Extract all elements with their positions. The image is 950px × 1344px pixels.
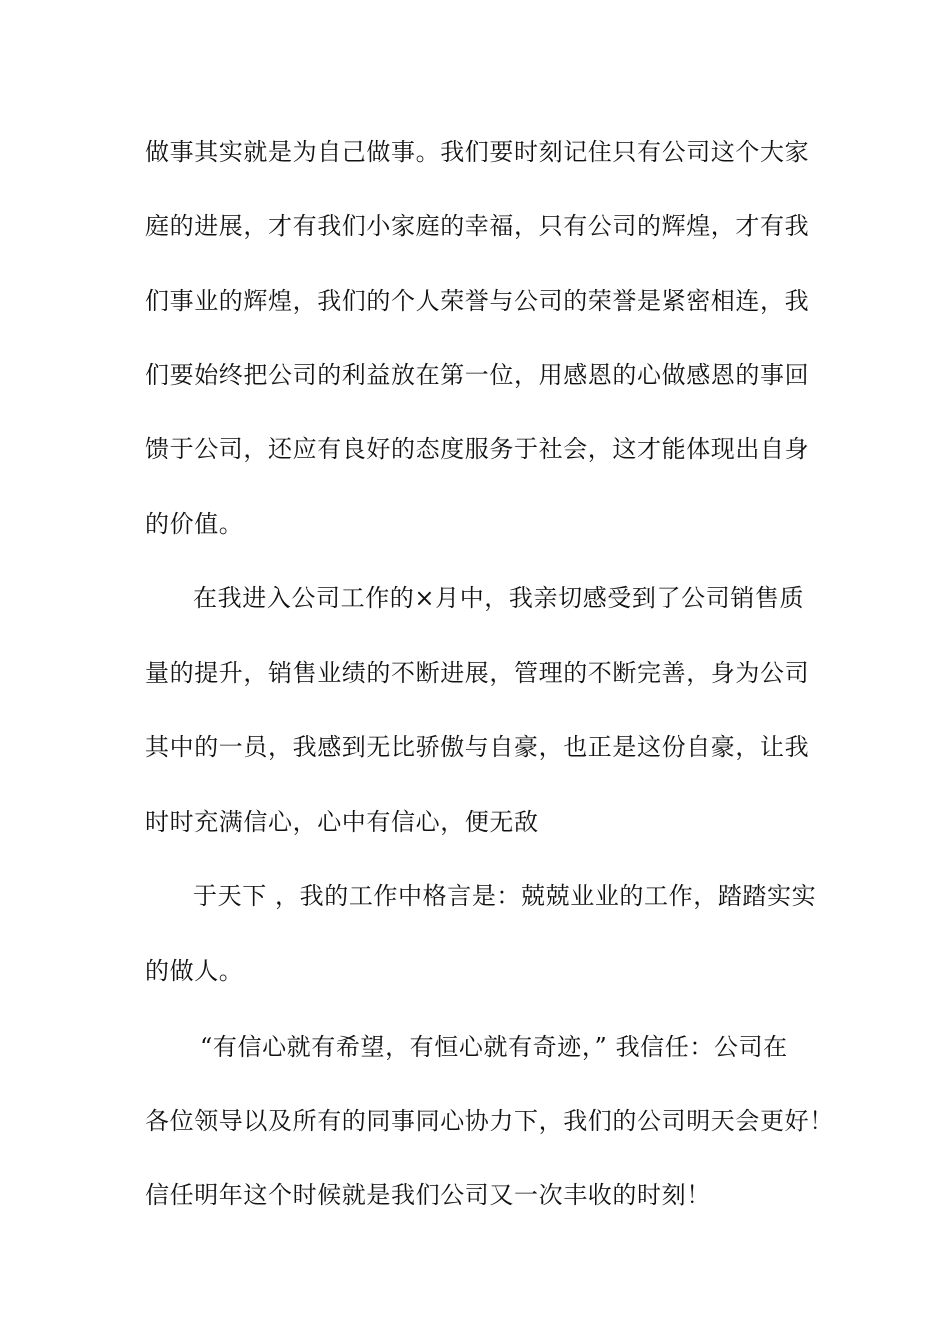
text-line-1: 做事其实就是为自己做事。我们要时刻记住只有公司这个大家	[145, 138, 810, 166]
text-line-9: 其中的一员，我感到无比骄傲与自豪，也正是这份自豪，让我	[145, 733, 810, 761]
text-line-5: 馈于公司，还应有良好的态度服务于社会，这才能体现出自身	[145, 435, 810, 463]
text-line-2: 庭的进展，才有我们小家庭的幸福，只有公司的辉煌，才有我	[145, 212, 810, 240]
text-line-6: 的价值。	[145, 510, 244, 538]
text-line-10: 时时充满信心，心中有信心，便无敌	[145, 808, 539, 836]
text-line-13: “有信心就有希望，有恒心就有奇迹，” 我信任：公司在	[200, 1033, 788, 1061]
text-line-3: 们事业的辉煌，我们的个人荣誉与公司的荣誉是紧密相连，我	[145, 287, 810, 315]
text-line-7: 在我进入公司工作的×月中，我亲切感受到了公司销售质	[193, 584, 805, 612]
text-line-8: 量的提升，销售业绩的不断进展，管理的不断完善，身为公司	[145, 659, 810, 687]
text-line-12: 的做人。	[145, 957, 244, 985]
text-line-11: 于天下 ，我的工作中格言是：兢兢业业的工作，踏踏实实	[193, 882, 817, 910]
text-line-15: 信任明年这个时候就是我们公司又一次丰收的时刻！	[145, 1181, 711, 1209]
text-line-14: 各位领导以及所有的同事同心协力下，我们的公司明天会更好！	[145, 1107, 834, 1135]
text-line-4: 们要始终把公司的利益放在第一位，用感恩的心做感恩的事回	[145, 361, 810, 389]
